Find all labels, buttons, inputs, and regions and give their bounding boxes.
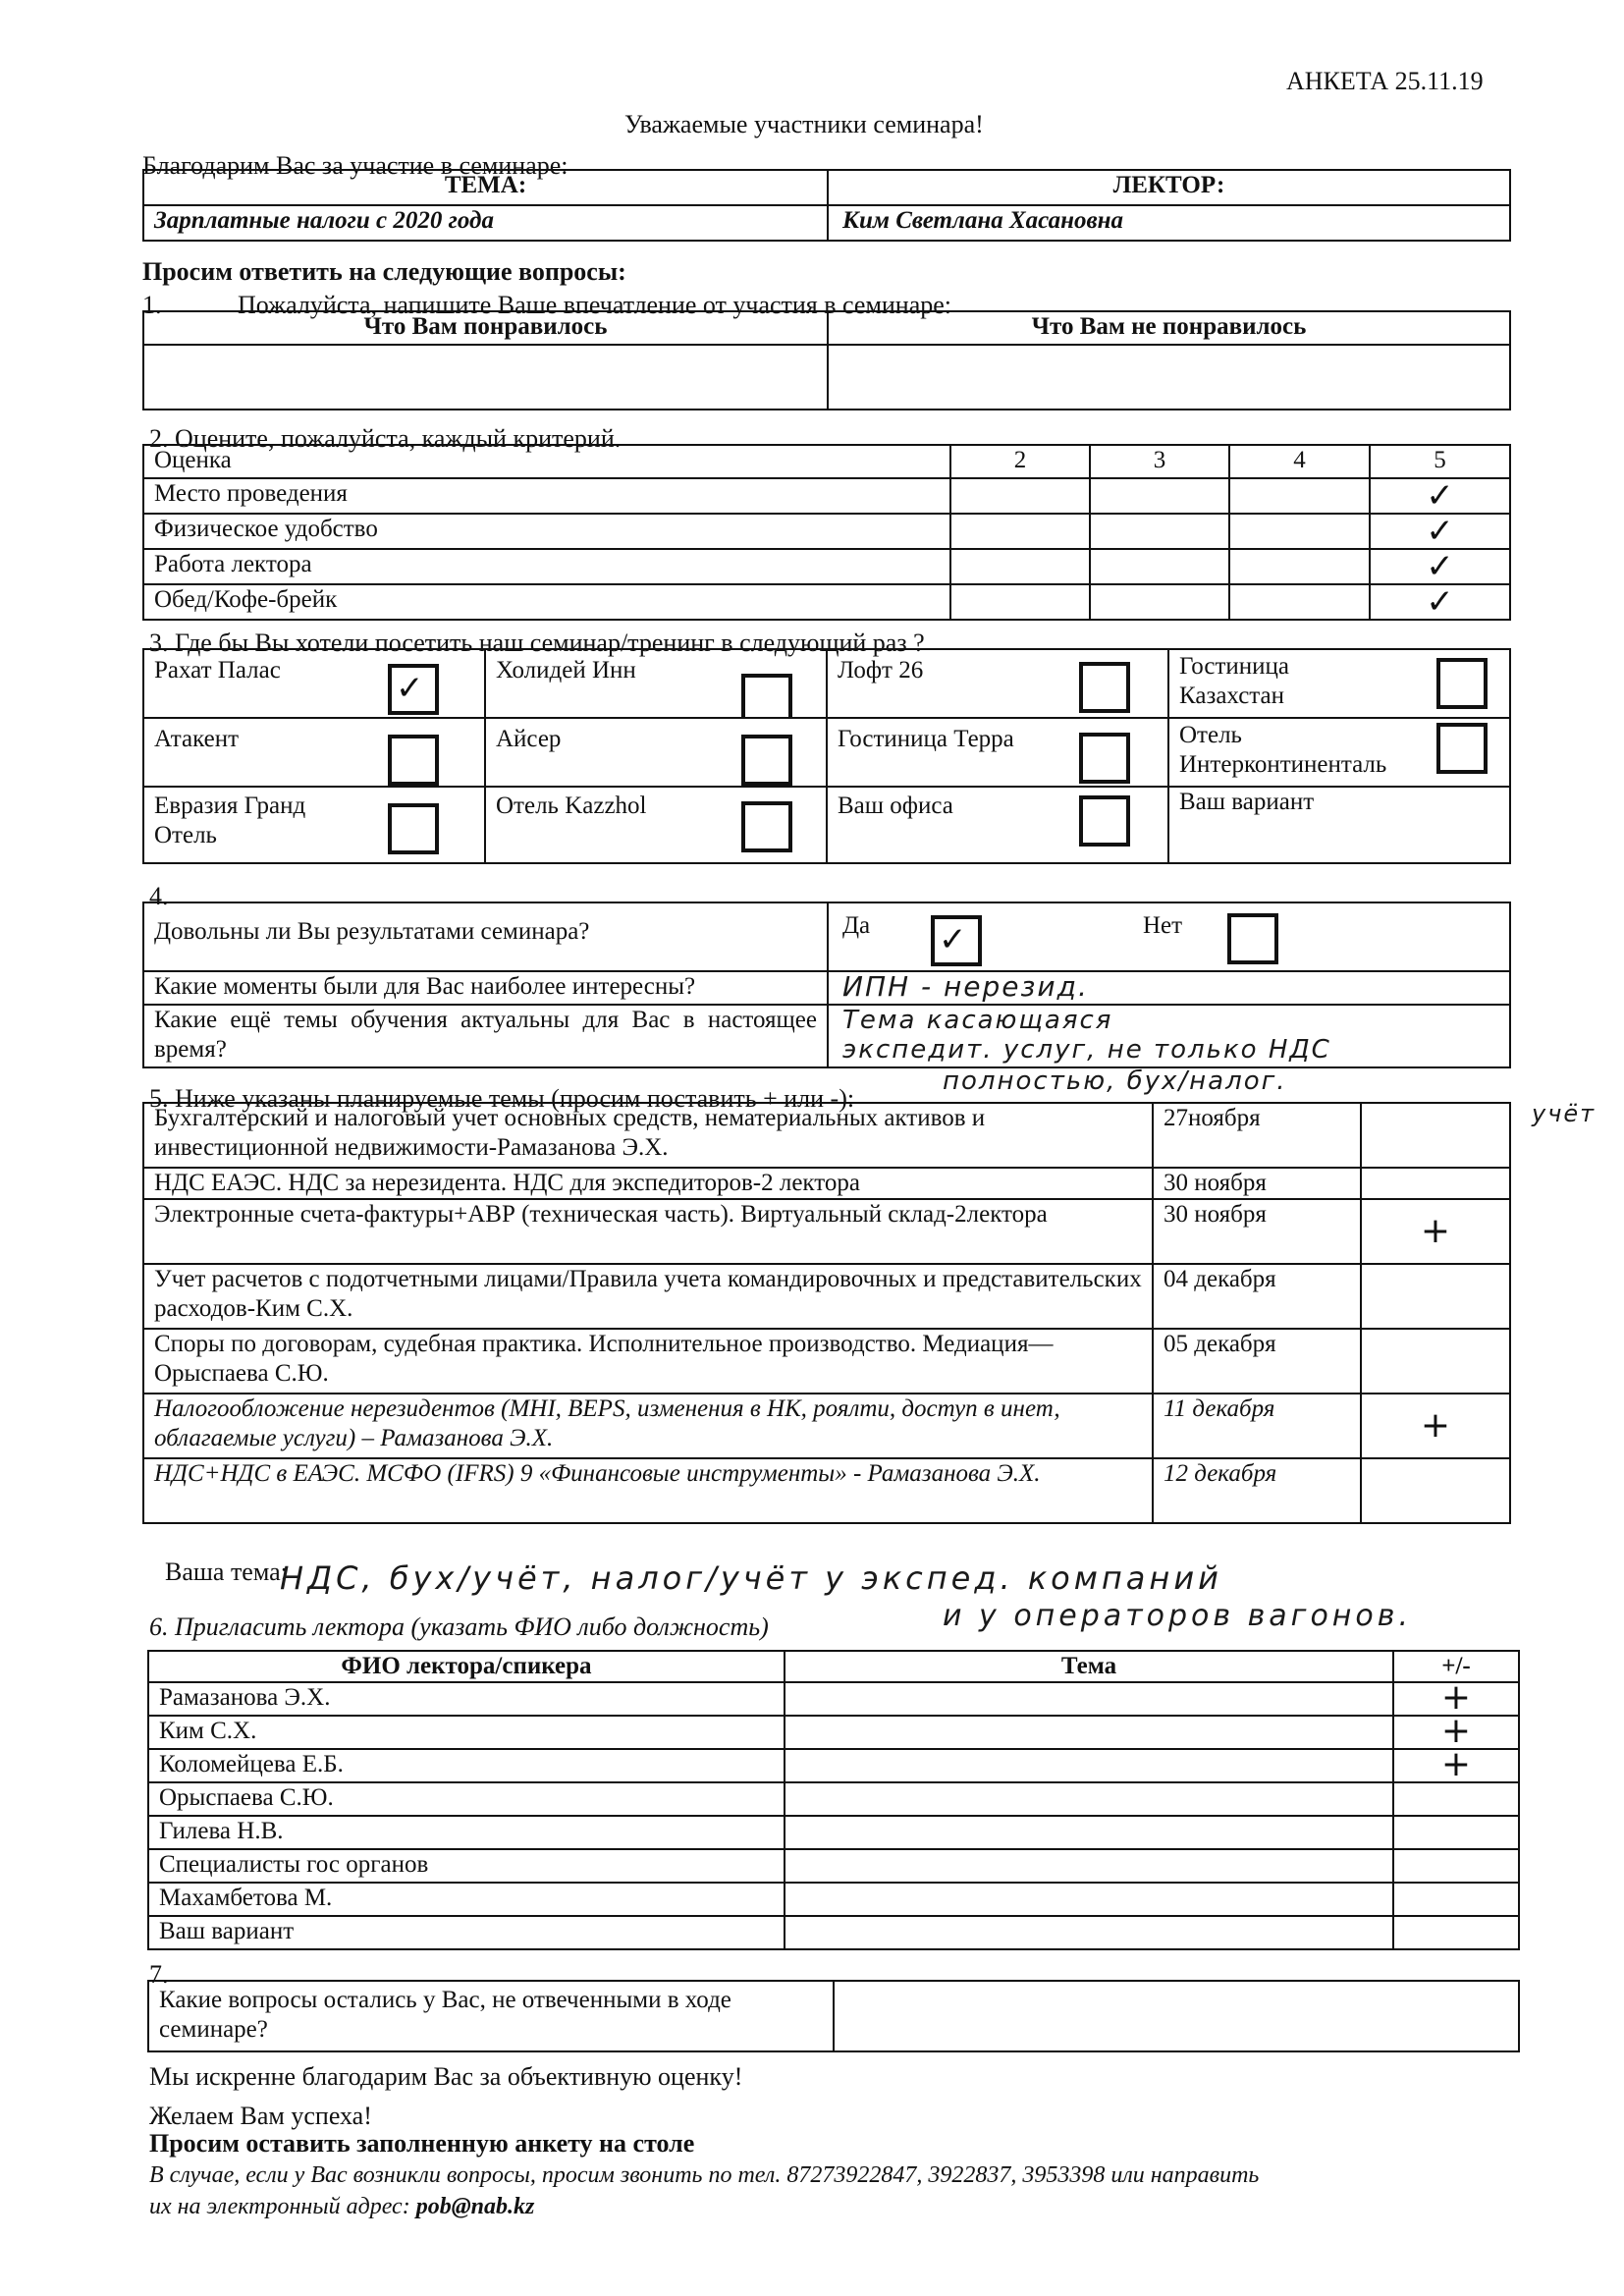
satisfied-question: Довольны ли Вы результатами семинара?: [143, 902, 828, 971]
venue-label: Гостиница Терра: [838, 726, 1014, 752]
q6-text: 6. Пригласить лектора (указать ФИО либо должность): [149, 1613, 769, 1641]
lecturer-name: Специалисты гос органов: [148, 1849, 785, 1883]
planned-topic-row: [143, 1199, 1510, 1264]
venue-checkbox[interactable]: [1436, 723, 1488, 774]
rating-cell[interactable]: [950, 549, 1090, 584]
venue-table: [142, 648, 1511, 864]
venue-checkbox[interactable]: [1436, 658, 1488, 709]
venue-option: [143, 649, 485, 718]
lecturer-row: [148, 1749, 1519, 1782]
q2-text: 2. Оцените, пожалуйста, каждый критерий.: [149, 424, 622, 453]
planned-topic-date: 30 ноября: [1153, 1199, 1361, 1264]
lecturer-name: Орыспаева С.Ю.: [148, 1782, 785, 1816]
lecturer-name-header: ФИО лектора/спикера: [148, 1651, 785, 1682]
planned-topic-row: [143, 1394, 1510, 1458]
rating-row: [143, 514, 1510, 549]
lecturer-mark[interactable]: [1393, 1849, 1519, 1883]
venue-option: [485, 718, 827, 787]
lecturer-topic[interactable]: [785, 1883, 1393, 1916]
venue-label: Ваш офиса: [838, 793, 953, 819]
planned-topic-date: 05 декабря: [1153, 1329, 1361, 1394]
venue-option: [827, 718, 1168, 787]
rating-cell[interactable]: [950, 584, 1090, 620]
q7-number: 7.: [149, 1960, 169, 1989]
planned-topic-date: 04 декабря: [1153, 1264, 1361, 1329]
planned-topic-mark[interactable]: +: [1361, 1394, 1510, 1458]
q3-text: 3. Где бы Вы хотели посетить наш семинар/тренинг в следующий раз ?: [149, 629, 925, 657]
lecturer-label: ЛЕКТОР:: [828, 170, 1510, 205]
rating-cell[interactable]: [950, 514, 1090, 549]
rating-cell[interactable]: [1229, 478, 1370, 514]
planned-topics-table: [142, 1102, 1511, 1524]
criterion-label: Место проведения: [143, 478, 950, 514]
q1-text: Пожалуйста, напишите Ваше впечатление от участия в семинаре:: [238, 291, 952, 319]
venue-checkbox[interactable]: [1079, 662, 1130, 713]
lecturer-topic[interactable]: [785, 1749, 1393, 1782]
other-topics-answer-line: учёт: [1532, 1100, 1597, 1127]
form-code: АНКЕТА 25.11.19: [1286, 67, 1484, 95]
lecturer-mark[interactable]: +: [1393, 1749, 1519, 1782]
planned-topic-row: [143, 1458, 1510, 1523]
criterion-label: Работа лектора: [143, 549, 950, 584]
topic-label: ТЕМА:: [143, 170, 828, 205]
lecturer-name: Коломейцева Е.Б.: [148, 1749, 785, 1782]
disliked-answer[interactable]: [828, 345, 1510, 410]
greeting: Уважаемые участники семинара!: [624, 110, 984, 138]
criterion-label: Физическое удобство: [143, 514, 950, 549]
venue-label: Ваш вариант: [1179, 789, 1315, 815]
footer-thanks: Мы искренне благодарим Вас за объективную оценку!: [149, 2062, 743, 2091]
rating-cell[interactable]: [1090, 584, 1229, 620]
lecturer-topic[interactable]: [785, 1849, 1393, 1883]
planned-topic-date: 12 декабря: [1153, 1458, 1361, 1523]
liked-header: Что Вам понравилось: [143, 311, 828, 345]
lecturer-row: [148, 1782, 1519, 1816]
rating-row: [143, 584, 1510, 620]
planned-topic-title: Налогообложение нерезидентов (MHI, BEPS, изменения в НК, роялти, доступ в инет, облагаемые услуги) – Рамазанова Э.Х.: [143, 1394, 1153, 1458]
venue-label: Евразия Гранд Отель: [154, 793, 306, 848]
other-topics-answer-line: полностью, бух/налог.: [943, 1066, 1287, 1096]
no-label: Нет: [1143, 912, 1183, 939]
venue-checkbox[interactable]: [388, 735, 439, 786]
satisfied-answer: [828, 902, 1510, 971]
venue-label: Отель Интерконтиненталь: [1179, 722, 1387, 778]
venue-option: [485, 649, 827, 718]
lecturer-row: [148, 1916, 1519, 1949]
venue-checkbox[interactable]: [388, 803, 439, 854]
disliked-header: Что Вам не понравилось: [828, 311, 1510, 345]
lecturer-row: [148, 1716, 1519, 1749]
footer-wishes: Желаем Вам успеха!: [149, 2102, 372, 2130]
venue-checkbox-checked[interactable]: [388, 664, 439, 715]
check-mark-icon[interactable]: ✓: [1370, 514, 1510, 549]
venue-option: [143, 718, 485, 787]
lecturer-row: [148, 1816, 1519, 1849]
lecturer-name: Ким С.Х.: [148, 1716, 785, 1749]
venue-option: [1168, 787, 1510, 863]
yes-label: Да: [842, 912, 871, 939]
lecturer-mark[interactable]: +: [1393, 1682, 1519, 1716]
lecturer-mark[interactable]: [1393, 1883, 1519, 1916]
satisfaction-table: [142, 902, 1511, 1068]
lecturer-name: Ваш вариант: [148, 1916, 785, 1949]
footer-email[interactable]: pob@nab.kz: [415, 2194, 535, 2219]
planned-topic-mark[interactable]: [1361, 1264, 1510, 1329]
lecturer-mark[interactable]: [1393, 1916, 1519, 1949]
planned-topic-title: НДС ЕАЭС. НДС за нерезидента. НДС для экспедиторов-2 лектора: [143, 1168, 1153, 1199]
lecturer-value: Ким Светлана Хасановна: [828, 205, 1510, 241]
lecturer-topic[interactable]: [785, 1916, 1393, 1949]
lecturer-row: [148, 1883, 1519, 1916]
score-2: 2: [950, 445, 1090, 478]
venue-option: [485, 787, 827, 863]
check-mark-icon[interactable]: ✓: [1370, 549, 1510, 584]
venue-option: [1168, 649, 1510, 718]
lecturer-name: Махамбетова М.: [148, 1883, 785, 1916]
rating-row: [143, 549, 1510, 584]
request-text: Просим ответить на следующие вопросы:: [142, 257, 626, 286]
rating-cell[interactable]: [1229, 549, 1370, 584]
venue-option: [1168, 718, 1510, 787]
lecturer-topic[interactable]: [785, 1716, 1393, 1749]
remaining-questions-answer[interactable]: [834, 1981, 1519, 2051]
other-topics-answer-line: экспедит. услуг, не только НДС: [842, 1035, 1331, 1065]
lecturer-mark[interactable]: [1393, 1816, 1519, 1849]
rating-cell[interactable]: [1229, 514, 1370, 549]
rating-cell[interactable]: [1090, 514, 1229, 549]
interesting-answer[interactable]: ИПН - нерезид.: [828, 971, 1510, 1005]
other-topics-answer[interactable]: [828, 1005, 1510, 1067]
check-mark-icon[interactable]: ✓: [1370, 478, 1510, 514]
venue-checkbox[interactable]: [1079, 733, 1130, 784]
q1-number: 1.: [142, 291, 162, 319]
planned-topic-mark[interactable]: [1361, 1103, 1510, 1168]
liked-answer[interactable]: [143, 345, 828, 410]
lecturer-name: Рамазанова Э.Х.: [148, 1682, 785, 1716]
lecturer-row: [148, 1682, 1519, 1716]
remaining-questions-label: Какие вопросы остались у Вас, не отвеченными в ходе семинаре?: [148, 1981, 834, 2051]
planned-topic-row: [143, 1103, 1510, 1168]
yes-checkbox-checked[interactable]: [931, 915, 982, 966]
questions-table: [147, 1980, 1520, 2052]
lecturer-topic[interactable]: [785, 1782, 1393, 1816]
rating-table: [142, 444, 1511, 621]
planned-topic-title: Бухгалтерский и налоговый учет основных средств, нематериальных активов и инвестиционной недвижимости-Рамазанова Э.Х.: [143, 1103, 1153, 1168]
rating-cell[interactable]: [950, 478, 1090, 514]
planned-topic-date: 11 декабря: [1153, 1394, 1361, 1458]
q4-number: 4.: [149, 882, 169, 910]
footer-email-prefix: их на электронный адрес:: [149, 2194, 416, 2219]
planned-topic-title: Электронные счета-фактуры+АВР (техническая часть). Виртуальный склад-2лектора: [143, 1199, 1153, 1264]
venue-label: Айсер: [496, 726, 562, 752]
lecturer-name: Гилева Н.В.: [148, 1816, 785, 1849]
lecturer-topic[interactable]: [785, 1816, 1393, 1849]
venue-checkbox[interactable]: [1079, 795, 1130, 847]
topic-value: Зарплатные налоги с 2020 года: [143, 205, 828, 241]
venue-label: Отель Kazzhol: [496, 793, 647, 819]
lecturer-topic-header: Тема: [785, 1651, 1393, 1682]
venue-label: Рахат Палас: [154, 657, 281, 683]
planned-topic-mark[interactable]: [1361, 1329, 1510, 1394]
venue-checkbox[interactable]: [741, 801, 792, 852]
rating-row: [143, 478, 1510, 514]
criterion-label: Обед/Кофе-брейк: [143, 584, 950, 620]
score-4: 4: [1229, 445, 1370, 478]
rating-cell[interactable]: [1229, 584, 1370, 620]
seminar-table: [142, 169, 1511, 242]
lecturer-topic[interactable]: [785, 1682, 1393, 1716]
venue-checkbox[interactable]: [741, 735, 792, 786]
rating-cell[interactable]: [1090, 549, 1229, 584]
planned-topic-title: Споры по договорам, судебная практика. Исполнительное производство. Медиация—Орыспаева С.Ю.: [143, 1329, 1153, 1394]
no-checkbox[interactable]: [1227, 913, 1278, 964]
venue-label: Гостиница Казахстан: [1179, 653, 1290, 709]
lecturer-mark[interactable]: [1393, 1782, 1519, 1816]
planned-topic-title: Учет расчетов с подотчетными лицами/Правила учета командировочных и представительских расходов-Ким С.Х.: [143, 1264, 1153, 1329]
venue-label: Холидей Инн: [496, 657, 636, 683]
other-topics-answer-line: Тема касающаяся: [842, 1006, 1113, 1035]
venue-label: Атакент: [154, 726, 240, 752]
lecturer-mark[interactable]: +: [1393, 1716, 1519, 1749]
footer-contact: В случае, если у Вас возникли вопросы, просим звонить по тел. 87273922847, 3922837, 3953398 или направить: [149, 2162, 1260, 2188]
thanks-text: Благодарим Вас за участие в семинаре:: [142, 151, 568, 180]
other-topics-question: Какие ещё темы обучения актуальны для Вас в настоящее время?: [143, 1005, 828, 1067]
lecturer-table: [147, 1650, 1520, 1950]
venue-option: [827, 649, 1168, 718]
your-topic-label: Ваша тема:: [165, 1558, 288, 1586]
footer-email-line: [149, 2194, 534, 2220]
planned-topic-title: НДС+НДС в ЕАЭС. МСФО (IFRS) 9 «Финансовые инструменты» - Рамазанова Э.Х.: [143, 1458, 1153, 1523]
check-mark-icon: ✓: [396, 669, 424, 708]
check-mark-icon[interactable]: ✓: [1370, 584, 1510, 620]
interesting-question: Какие моменты были для Вас наиболее интересны?: [143, 971, 828, 1005]
check-mark-icon: ✓: [939, 920, 967, 959]
footer-instruction: Просим оставить заполненную анкету на столе: [149, 2129, 695, 2158]
planned-topic-mark[interactable]: [1361, 1168, 1510, 1199]
planned-topic-row: [143, 1264, 1510, 1329]
planned-topic-mark[interactable]: [1361, 1458, 1510, 1523]
score-5: 5: [1370, 445, 1510, 478]
venue-option: [827, 787, 1168, 863]
rating-header: Оценка: [143, 445, 950, 478]
impression-table: [142, 310, 1511, 410]
planned-topic-mark[interactable]: +: [1361, 1199, 1510, 1264]
q5-text: 5. Ниже указаны планируемые темы (просим поставить + или -):: [149, 1084, 855, 1113]
lecturer-row: [148, 1849, 1519, 1883]
lecturer-mark-header: +/-: [1393, 1651, 1519, 1682]
rating-cell[interactable]: [1090, 478, 1229, 514]
planned-topic-row: [143, 1329, 1510, 1394]
venue-label: Лофт 26: [838, 657, 924, 683]
your-topic-answer-line[interactable]: НДС, бух/учёт, налог/учёт у экспед. компаний: [280, 1559, 1222, 1597]
planned-topic-row: [143, 1168, 1510, 1199]
venue-option: [143, 787, 485, 863]
planned-topic-date: 27ноября: [1153, 1103, 1361, 1168]
your-topic-answer-line: и у операторов вагонов.: [943, 1599, 1412, 1633]
venue-checkbox[interactable]: [741, 674, 792, 718]
planned-topic-date: 30 ноября: [1153, 1168, 1361, 1199]
score-3: 3: [1090, 445, 1229, 478]
